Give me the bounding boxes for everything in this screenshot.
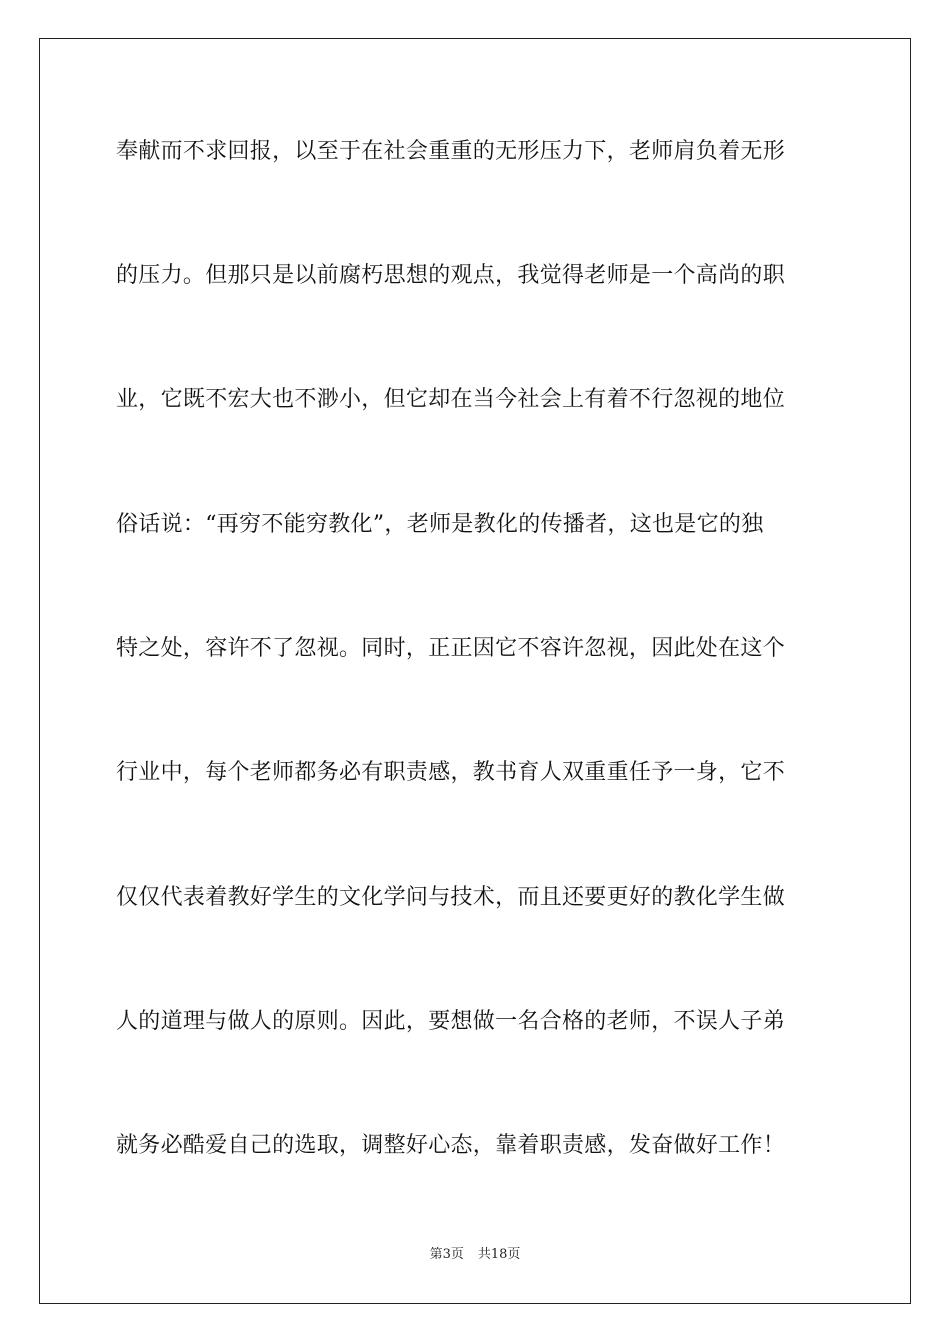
text-line: 就务必酷爱自己的选取，调整好心态，靠着职责感，发奋做好工作！ <box>116 1133 786 1158</box>
text-line: 行业中，每个老师都务必有职责感，教书育人双重重任予一身，它不 <box>116 760 786 785</box>
page-footer <box>0 1246 950 1264</box>
page-border <box>39 38 911 1304</box>
text-line: 人的道理与做人的原则。因此，要想做一名合格的老师，不误人子弟 <box>116 1009 786 1034</box>
text-line: 的压力。但那只是以前腐朽思想的观点，我觉得老师是一个高尚的职 <box>116 263 786 288</box>
text-line: 特之处，容许不了忽视。同时，正正因它不容许忽视，因此处在这个 <box>116 636 786 661</box>
total-pages: 共18页 <box>477 1247 521 1262</box>
text-line: 奉献而不求回报，以至于在社会重重的无形压力下，老师肩负着无形 <box>116 139 786 164</box>
page-number: 第3页 <box>429 1247 464 1262</box>
text-line: 俗话说：“再穷不能穷教化”，老师是教化的传播者，这也是它的独 <box>116 512 764 537</box>
text-line: 仅仅代表着教好学生的文化学问与技术，而且还要更好的教化学生做 <box>116 885 786 910</box>
text-line: 业，它既不宏大也不渺小，但它却在当今社会上有着不行忽视的地位 <box>116 387 786 412</box>
